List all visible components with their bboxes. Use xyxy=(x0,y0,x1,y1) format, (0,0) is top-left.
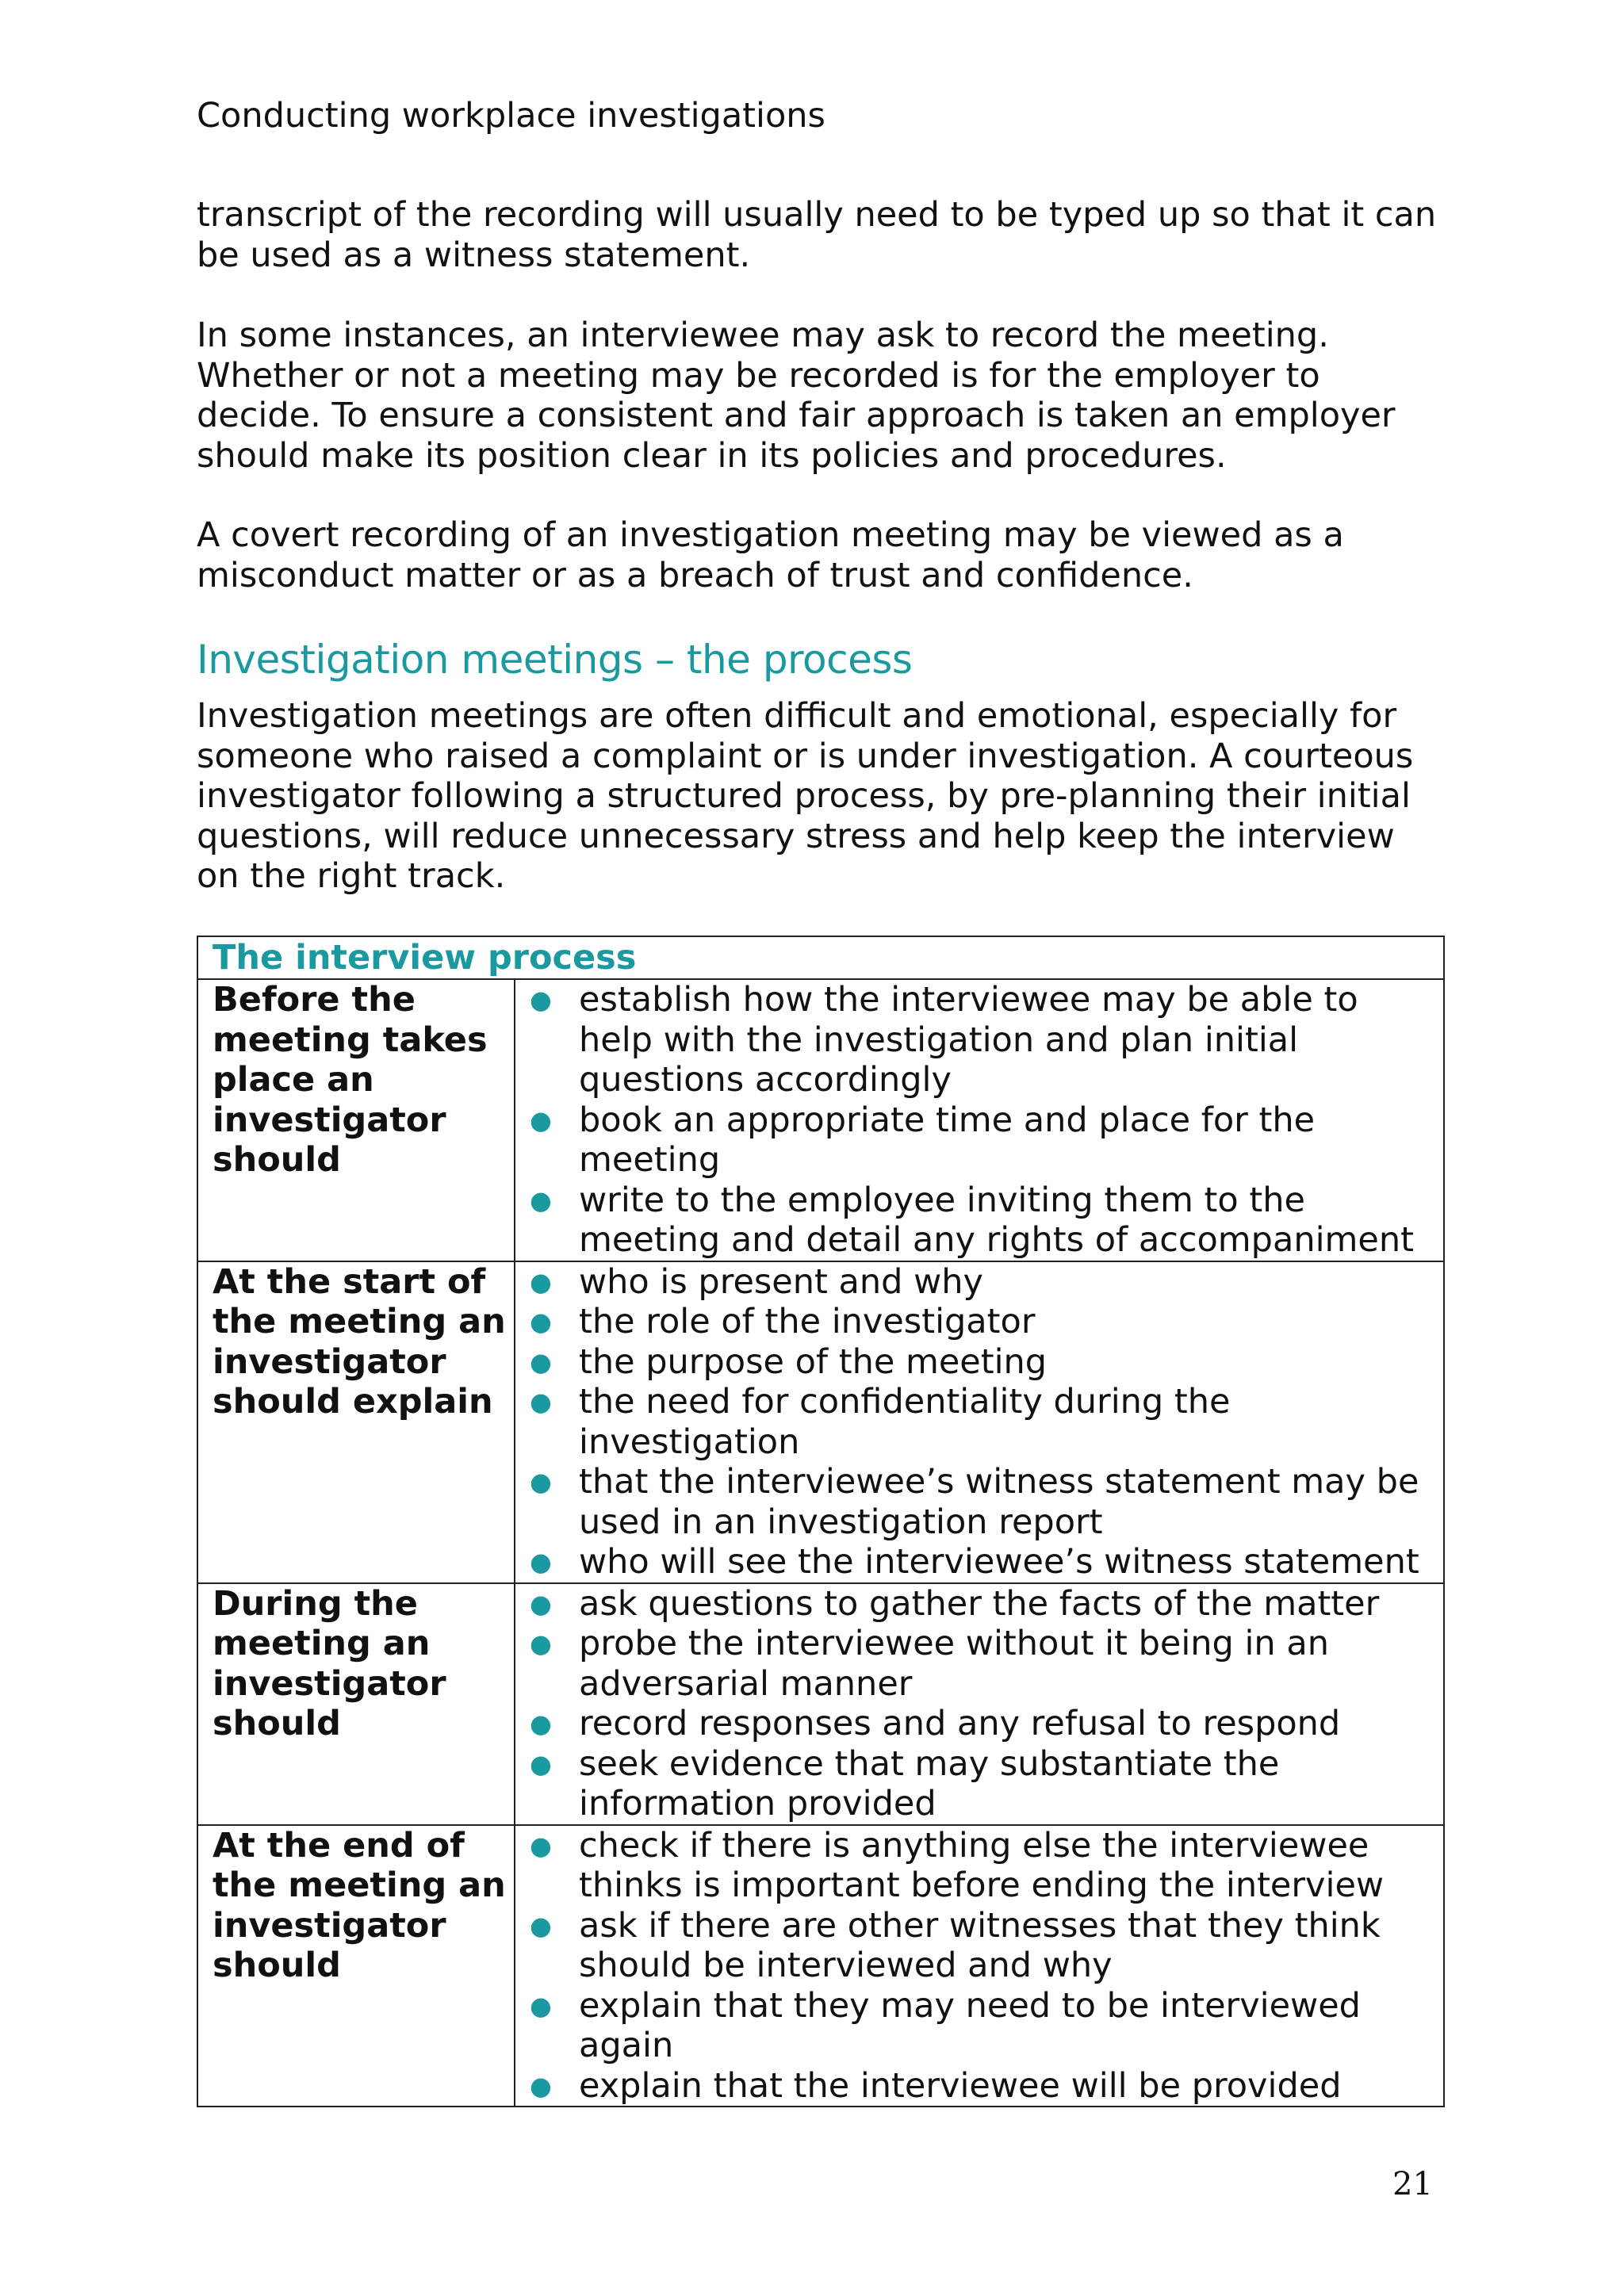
table-row xyxy=(197,1825,1444,2107)
running-header: Conducting workplace investigations xyxy=(197,96,825,136)
row-label: During the meeting an investigator should xyxy=(197,1583,515,1825)
list-item: ● who will see the interviewee’s witness statement xyxy=(530,1542,1419,1582)
table-caption: The interview process xyxy=(197,936,1444,979)
list-item: ● who is present and why xyxy=(530,1261,983,1302)
row-label: At the start of the meeting an investigator should explain xyxy=(197,1261,515,1583)
table-caption-row xyxy=(197,936,1444,979)
list-item: ● the role of the investigator xyxy=(530,1302,1036,1341)
list-item: ● explain that they may need to be interviewed again xyxy=(530,1985,1361,2065)
list-item: ● establish how the interviewee may be able to help with the investigation and plan initial questions accordingly xyxy=(530,980,1358,1100)
bullet-icon: ● xyxy=(530,1709,552,1739)
list-item: ● check if there is anything else the interviewee thinks is important before ending the interview xyxy=(530,1825,1385,1905)
row-label: Before the meeting takes place an investigator should xyxy=(197,979,515,1261)
interview-process-table xyxy=(197,936,1445,2107)
bullet-list xyxy=(515,1826,1435,2107)
bullet-list xyxy=(515,1584,1435,1824)
table-row xyxy=(197,1261,1444,1583)
list-item: ● the purpose of the meeting xyxy=(530,1341,1048,1382)
bullet-icon: ● xyxy=(530,1184,552,1215)
list-item: ● the need for confidentiality during the investigation xyxy=(530,1382,1231,1462)
bullet-icon: ● xyxy=(530,1628,552,1659)
table-row xyxy=(197,1583,1444,1825)
bullet-icon: ● xyxy=(530,1307,552,1337)
list-item: ● seek evidence that may substantiate the information provided xyxy=(530,1743,1280,1823)
bullet-icon: ● xyxy=(530,1588,552,1619)
bullet-icon: ● xyxy=(530,1910,552,1941)
bullet-icon: ● xyxy=(530,1467,552,1497)
list-item: ● that the interviewee’s witness statement may be used in an investigation report xyxy=(530,1462,1419,1542)
bullet-icon: ● xyxy=(530,1748,552,1779)
bullet-icon: ● xyxy=(530,1346,552,1377)
bullet-icon: ● xyxy=(530,1266,552,1297)
bullet-list xyxy=(515,980,1435,1261)
bullet-icon: ● xyxy=(530,1990,552,2021)
paragraph-interviewee-recording: In some instances, an interviewee may ask to record the meeting. Whether or not a meeting may be recorded is for the employer to decide. To ensure a consistent and fair approach is taken an employer should make its position clear in its policies and procedures. xyxy=(197,316,1396,476)
paragraph-covert-recording: A covert recording of an investigation meeting may be viewed as a misconduct matter or as a breach of trust and confidence. xyxy=(197,515,1344,595)
bullet-icon: ● xyxy=(530,1387,552,1417)
section-heading: Investigation meetings – the process xyxy=(197,637,913,683)
bullet-icon: ● xyxy=(530,1547,552,1577)
paragraph-recording-transcript: transcript of the recording will usually need to be typed up so that it can be used as a witness statement. xyxy=(197,195,1437,275)
list-item: ● ask if there are other witnesses that they think should be interviewed and why xyxy=(530,1905,1381,1985)
row-label: At the end of the meeting an investigator should xyxy=(197,1825,515,2107)
bullet-list xyxy=(515,1262,1435,1582)
list-item: ● probe the interviewee without it being in an adversarial manner xyxy=(530,1624,1329,1704)
list-item: ● explain that the interviewee will be provided xyxy=(530,2065,1342,2106)
bullet-icon: ● xyxy=(530,1104,552,1135)
bullet-icon: ● xyxy=(530,985,552,1015)
list-item: ● ask questions to gather the facts of the matter xyxy=(530,1583,1380,1624)
paragraph-investigation-meetings: Investigation meetings are often difficult and emotional, especially for someone who raised a complaint or is under investigation. A courteous investigator following a structured process, by pre-planning their initial questions, will reduce unnecessary stress and help keep the interview on the right track. xyxy=(197,696,1414,896)
bullet-icon: ● xyxy=(530,1830,552,1861)
table-row xyxy=(197,979,1444,1261)
list-item: ● record responses and any refusal to respond xyxy=(530,1704,1341,1743)
list-item: ● write to the employee inviting them to the meeting and detail any rights of accompaniment xyxy=(530,1180,1414,1260)
bullet-icon: ● xyxy=(530,2070,552,2101)
page-number: 21 xyxy=(1392,2166,1433,2202)
list-item: ● book an appropriate time and place for the meeting xyxy=(530,1100,1316,1180)
